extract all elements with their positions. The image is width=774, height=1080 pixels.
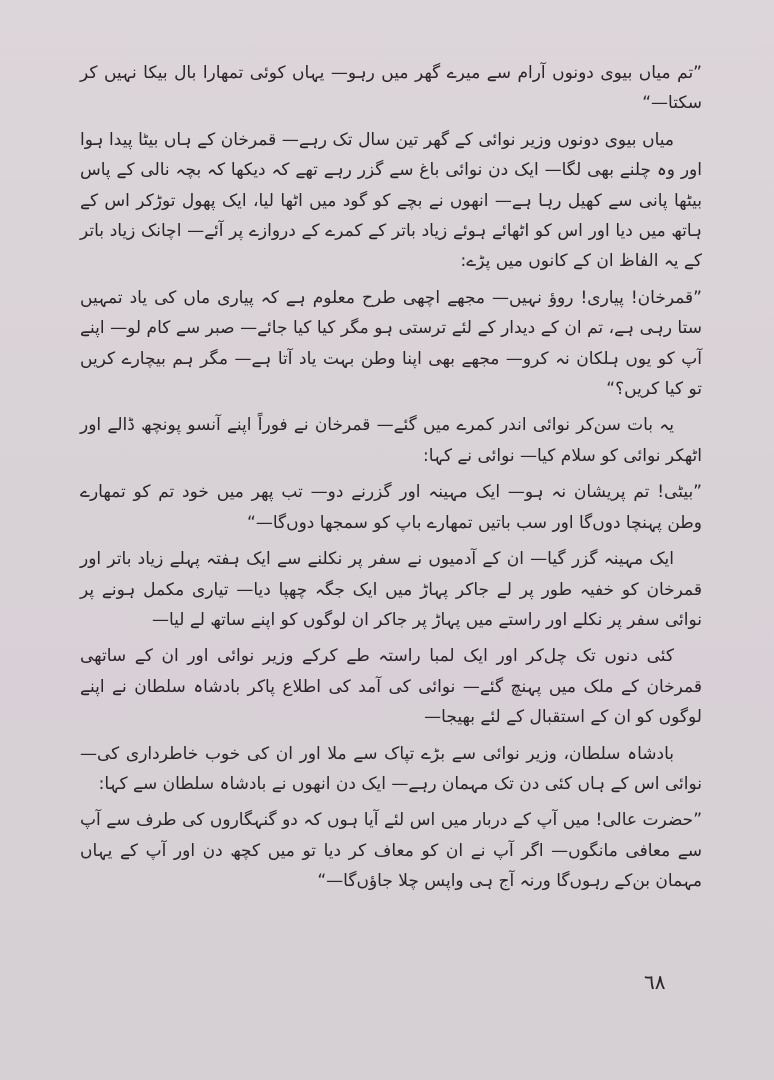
paragraph-3: ”قمرخان! پیاری! روؤ نہیں— مجھے اچھی طرح معلوم ہے کہ پیاری ماں کی یاد تمہیں ستا رہی ہے، تم ان کے دیدار کے لئے ترستی ہو مگر کیا کیا جائے— صبر سے کام لو— اپنے آپ کو یوں ہلکان نہ کرو— مجھے بھی اپنا وطن بہت یاد آتا ہے— مگر ہم بیچارے کریں تو کیا کریں؟“	[80, 287, 702, 400]
paragraph-4: یہ بات سن‌کر نوائی اندر کمرے میں گئے— قمرخان نے فوراً اپنے آنسو پونچھ ڈالے اور اٹھکر نوائی کو سلام کیا— نوائی نے کہا:	[80, 415, 702, 466]
page-text	[80, 58, 702, 903]
paragraph-8: بادشاہ سلطان، وزیر نوائی سے بڑے تپاک سے ملا اور ان کی خوب خاطرداری کی— نوائی اس کے ہاں کئی دن تک مہمان رہے— ایک دن انھوں نے بادشاہ سلطان سے کہا:	[80, 743, 702, 794]
page-number: ٦٨	[644, 970, 666, 994]
paragraph-7: کئی دنوں تک چل‌کر اور ایک لمبا راستہ طے کرکے وزیر نوائی اور ان کے ساتھی قمرخان کے ملک میں پہنچ گئے— نوائی کی آمد کی اطلاع پاکر بادشاہ سلطان نے اپنے لوگوں کو ان کے استقبال کے لئے بھیجا—	[80, 646, 702, 728]
paragraph-9: ”حضرت عالی! میں آپ کے دربار میں اس لئے آیا ہوں کہ دو گنہگاروں کی طرف سے آپ سے معافی مانگوں— اگر آپ نے ان کو معاف کر دیا تو میں کچھ دن اور آپ کے یہاں مہمان بن‌کے رہوں‌گا ورنہ آج ہی واپس چلا جاؤں‌گا—“	[80, 810, 702, 892]
paragraph-6: ایک مہینہ گزر گیا— ان کے آدمیوں نے سفر پر نکلنے سے ایک ہفتہ پہلے زیاد باتر اور قمرخان کو خفیہ طور پر لے جاکر پہاڑ میں ایک جگہ چھپا دیا— تیاری مکمل ہونے پر نوائی سفر پر نکلے اور راستے میں پہاڑ پر جاکر ان لوگوں کو اپنے ساتھ لے لیا—	[80, 549, 702, 630]
paragraph-2: میاں بیوی دونوں وزیر نوائی کے گھر تین سال تک رہے— قمرخان کے ہاں بیٹا پیدا ہوا اور وہ چلنے بھی لگا— ایک دن نوائی باغ سے گزر رہے تھے کہ دیکھا کہ بچہ نالی کے پاس بیٹھا پانی سے کھیل رہا ہے— انھوں نے بچے کو گود میں اٹھا لیا، ایک پھول توڑکر اس کے ہاتھ میں دیا اور اس کو اٹھائے ہوئے زیاد باتر کے کمرے کے دروازے پر آئے— اچانک زیاد باتر کے یہ الفاظ ان کے کانوں میں پڑے:	[80, 129, 702, 272]
paragraph-5: ”بیٹی! تم پریشان نہ ہو— ایک مہینہ اور گزرنے دو— تب پھر میں خود تم کو تمھارے وطن پہنچا دوں‌گا اور سب باتیں تمھارے باپ کو سمجھا دوں‌گا—“	[80, 482, 702, 533]
paragraph-1: ”تم میاں بیوی دونوں آرام سے میرے گھر میں رہو— یہاں کوئی تمھارا بال بیکا نہیں کر سکتا—“	[80, 63, 702, 114]
